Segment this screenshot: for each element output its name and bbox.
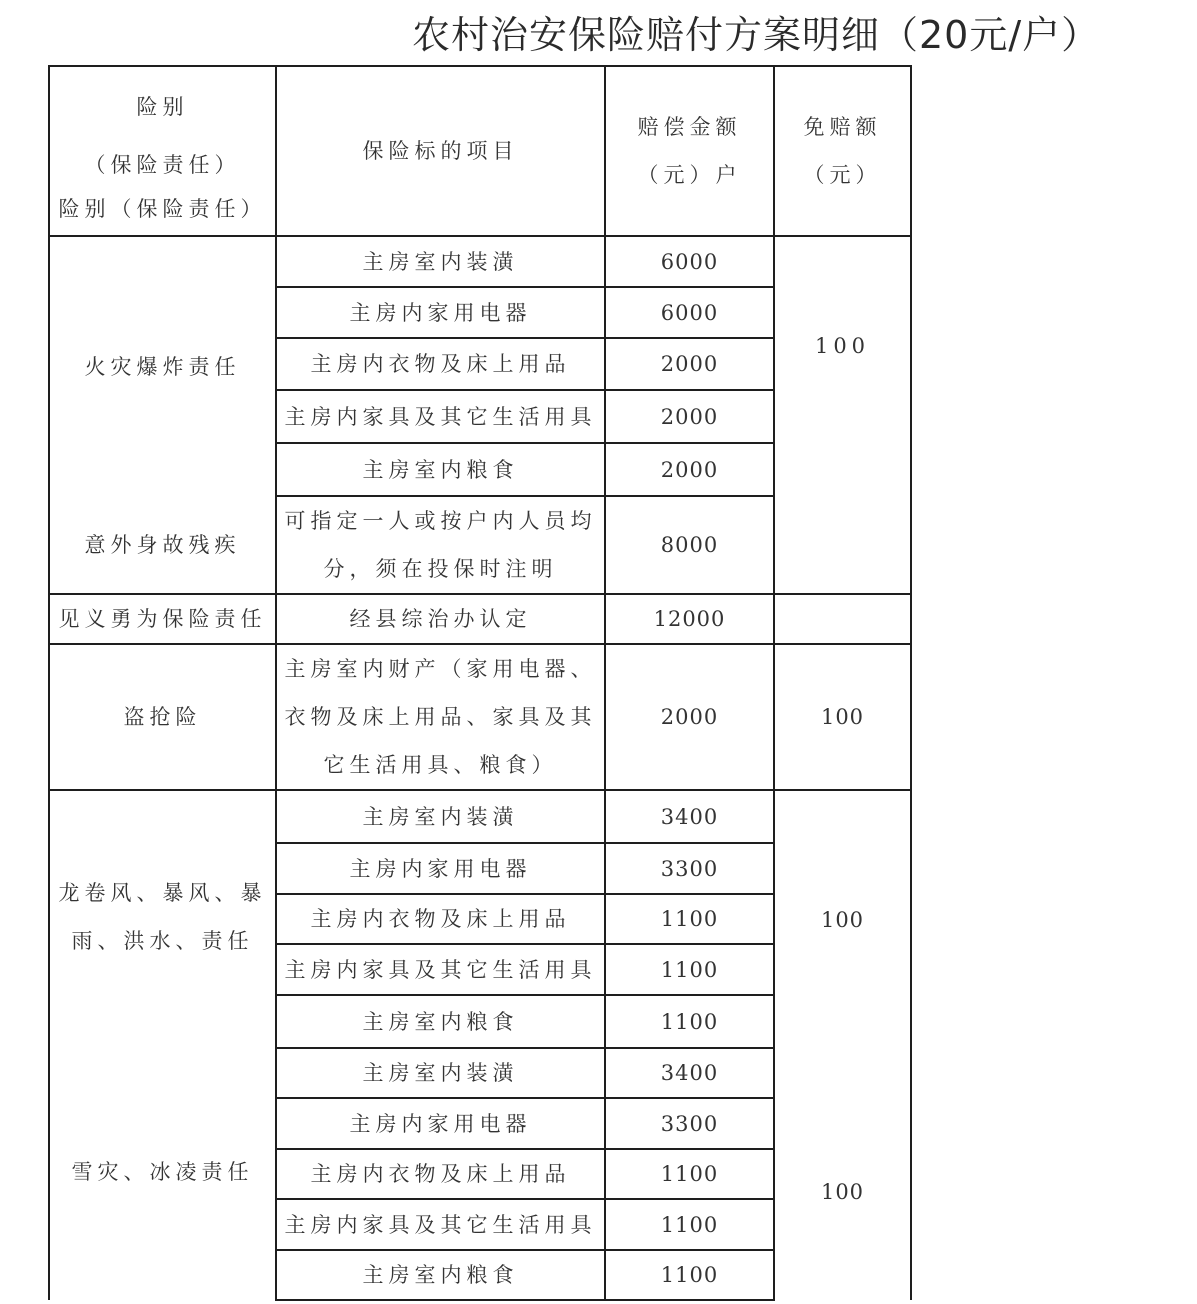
amount-cell: 1100 [605,1149,774,1199]
amount-cell: 8000 [605,496,774,594]
item-line: 衣物及床上用品、家具及其 [284,705,597,729]
header-row [49,66,911,236]
header-category [49,66,276,236]
item-line: 它生活用具、粮食） [323,753,558,777]
item-line: 分，须在投保时注明 [323,557,558,581]
table-row [49,1048,911,1098]
item-line: 可指定一人或按户内人员均 [284,509,597,533]
category-line: 龙卷风、暴风、暴 [58,881,267,905]
table-row [49,594,911,644]
header-category-line: （保险责任） [84,153,241,177]
header-amount [605,66,774,236]
deductible-cell: 100 [774,790,911,1048]
item-cell: 主房内家具及其它生活用具 [276,390,605,443]
item-cell: 主房内家用电器 [276,1098,605,1149]
header-deductible-line: （元） [803,163,882,187]
item-cell: 主房内家用电器 [276,843,605,894]
header-category-line: 险别（保险责任） [58,197,267,221]
item-cell [276,496,605,594]
category-cell [49,790,276,1048]
header-item: 保险标的项目 [276,66,605,236]
amount-cell: 12000 [605,594,774,644]
compensation-table [48,65,912,1301]
deductible-cell [774,594,911,644]
header-deductible [774,66,911,236]
deductible-cell: 100 [774,1048,911,1300]
amount-cell: 1100 [605,1199,774,1250]
item-cell: 主房内衣物及床上用品 [276,338,605,390]
item-cell [276,644,605,790]
category-cell: 雪灾、冰凌责任 [49,1048,276,1300]
amount-cell: 1100 [605,1250,774,1300]
deductible-cell: 100 [774,644,911,790]
item-cell: 主房内衣物及床上用品 [276,1149,605,1199]
amount-cell: 3400 [605,790,774,843]
amount-cell: 2000 [605,338,774,390]
table-row [49,236,911,287]
amount-cell: 6000 [605,236,774,287]
header-amount-line: 赔偿金额 [637,115,742,139]
category-cell: 见义勇为保险责任 [49,594,276,644]
amount-cell: 1100 [605,894,774,944]
amount-cell: 3300 [605,1098,774,1149]
item-cell: 主房内衣物及床上用品 [276,894,605,944]
item-cell: 主房内家用电器 [276,287,605,338]
header-category-line: 险别 [136,95,189,119]
amount-cell: 2000 [605,390,774,443]
item-cell: 主房室内装潢 [276,790,605,843]
deductible-cell: 100 [774,236,911,594]
item-cell: 主房室内粮食 [276,443,605,496]
item-line: 主房室内财产（家用电器、 [284,657,597,681]
item-cell: 主房室内粮食 [276,1250,605,1300]
document-title: 农村治安保险赔付方案明细（20元/户） [412,13,1101,57]
amount-cell: 2000 [605,443,774,496]
item-cell: 主房内家具及其它生活用具 [276,944,605,995]
category-cell: 火灾爆炸责任 [49,236,276,496]
header-deductible-line: 免赔额 [803,115,882,139]
header-amount-line: （元）户 [637,163,742,187]
amount-cell: 2000 [605,644,774,790]
table-row [49,644,911,790]
amount-cell: 1100 [605,995,774,1048]
item-cell: 主房室内装潢 [276,1048,605,1098]
amount-cell: 3400 [605,1048,774,1098]
amount-cell: 3300 [605,843,774,894]
item-cell: 经县综治办认定 [276,594,605,644]
item-cell: 主房室内粮食 [276,995,605,1048]
category-cell: 盗抢险 [49,644,276,790]
item-cell: 主房室内装潢 [276,236,605,287]
table-row [49,790,911,843]
amount-cell: 6000 [605,287,774,338]
amount-cell: 1100 [605,944,774,995]
category-line: 雨、洪水、责任 [71,929,254,953]
item-cell: 主房内家具及其它生活用具 [276,1199,605,1250]
category-cell: 意外身故残疾 [49,496,276,594]
